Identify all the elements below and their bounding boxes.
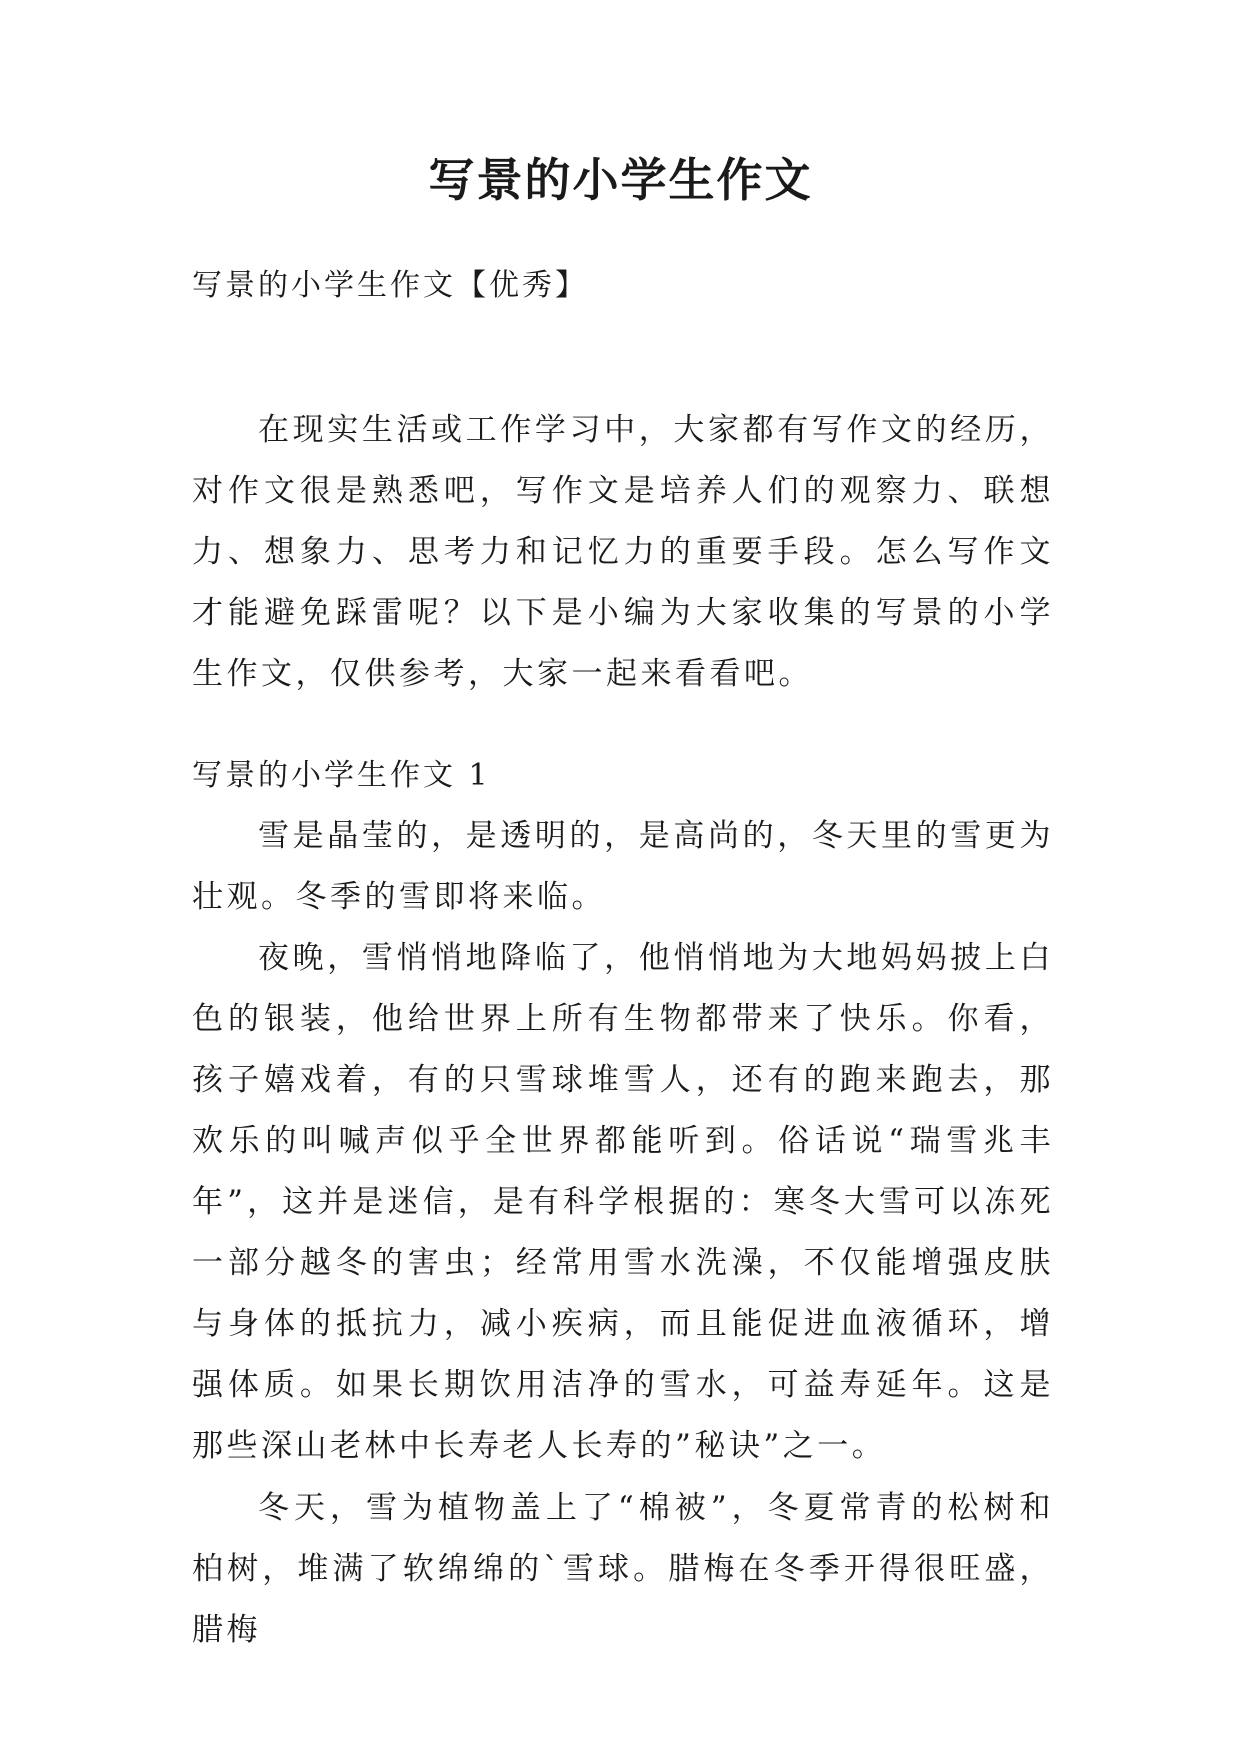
section-title: 写景的小学生作文 1 [192, 758, 491, 793]
body-paragraph: 冬天，雪为植物盖上了“棉被”，冬夏常青的松树和柏树，堆满了软绵绵的`雪球。腊梅在冬季开得很旺盛，腊梅 [192, 1490, 1054, 1648]
document-subtitle: 写景的小学生作文【优秀】 [192, 268, 588, 303]
body-paragraph: 雪是晶莹的，是透明的，是高尚的，冬天里的雪更为壮观。冬季的雪即将来临。 [192, 818, 1054, 915]
document-title: 写景的小学生作文 [428, 153, 813, 207]
body-paragraph: 夜晚，雪悄悄地降临了，他悄悄地为大地妈妈披上白色的银装，他给世界上所有生物都带来了快乐。你看，孩子嬉戏着，有的只雪球堆雪人，还有的跑来跑去，那欢乐的叫喊声似乎全世界都能听到。俗话说“瑞雪兆丰年”，这并是迷信，是有科学根据的：寒冬大雪可以冻死一部分越冬的害虫；经常用雪水洗澡，不仅能增强皮肤与身体的抵抗力，减小疾病，而且能促进血液循环，增强体质。如果长期饮用洁净的雪水，可益寿延年。这是那些深山老林中长寿老人长寿的”秘诀”之一。 [192, 940, 1054, 1464]
intro-paragraph: 在现实生活或工作学习中，大家都有写作文的经历，对作文很是熟悉吧，写作文是培养人们的观察力、联想力、想象力、思考力和记忆力的重要手段。怎么写作文才能避免踩雷呢？以下是小编为大家收集的写景的小学生作文，仅供参考，大家一起来看看吧。 [192, 412, 1054, 692]
